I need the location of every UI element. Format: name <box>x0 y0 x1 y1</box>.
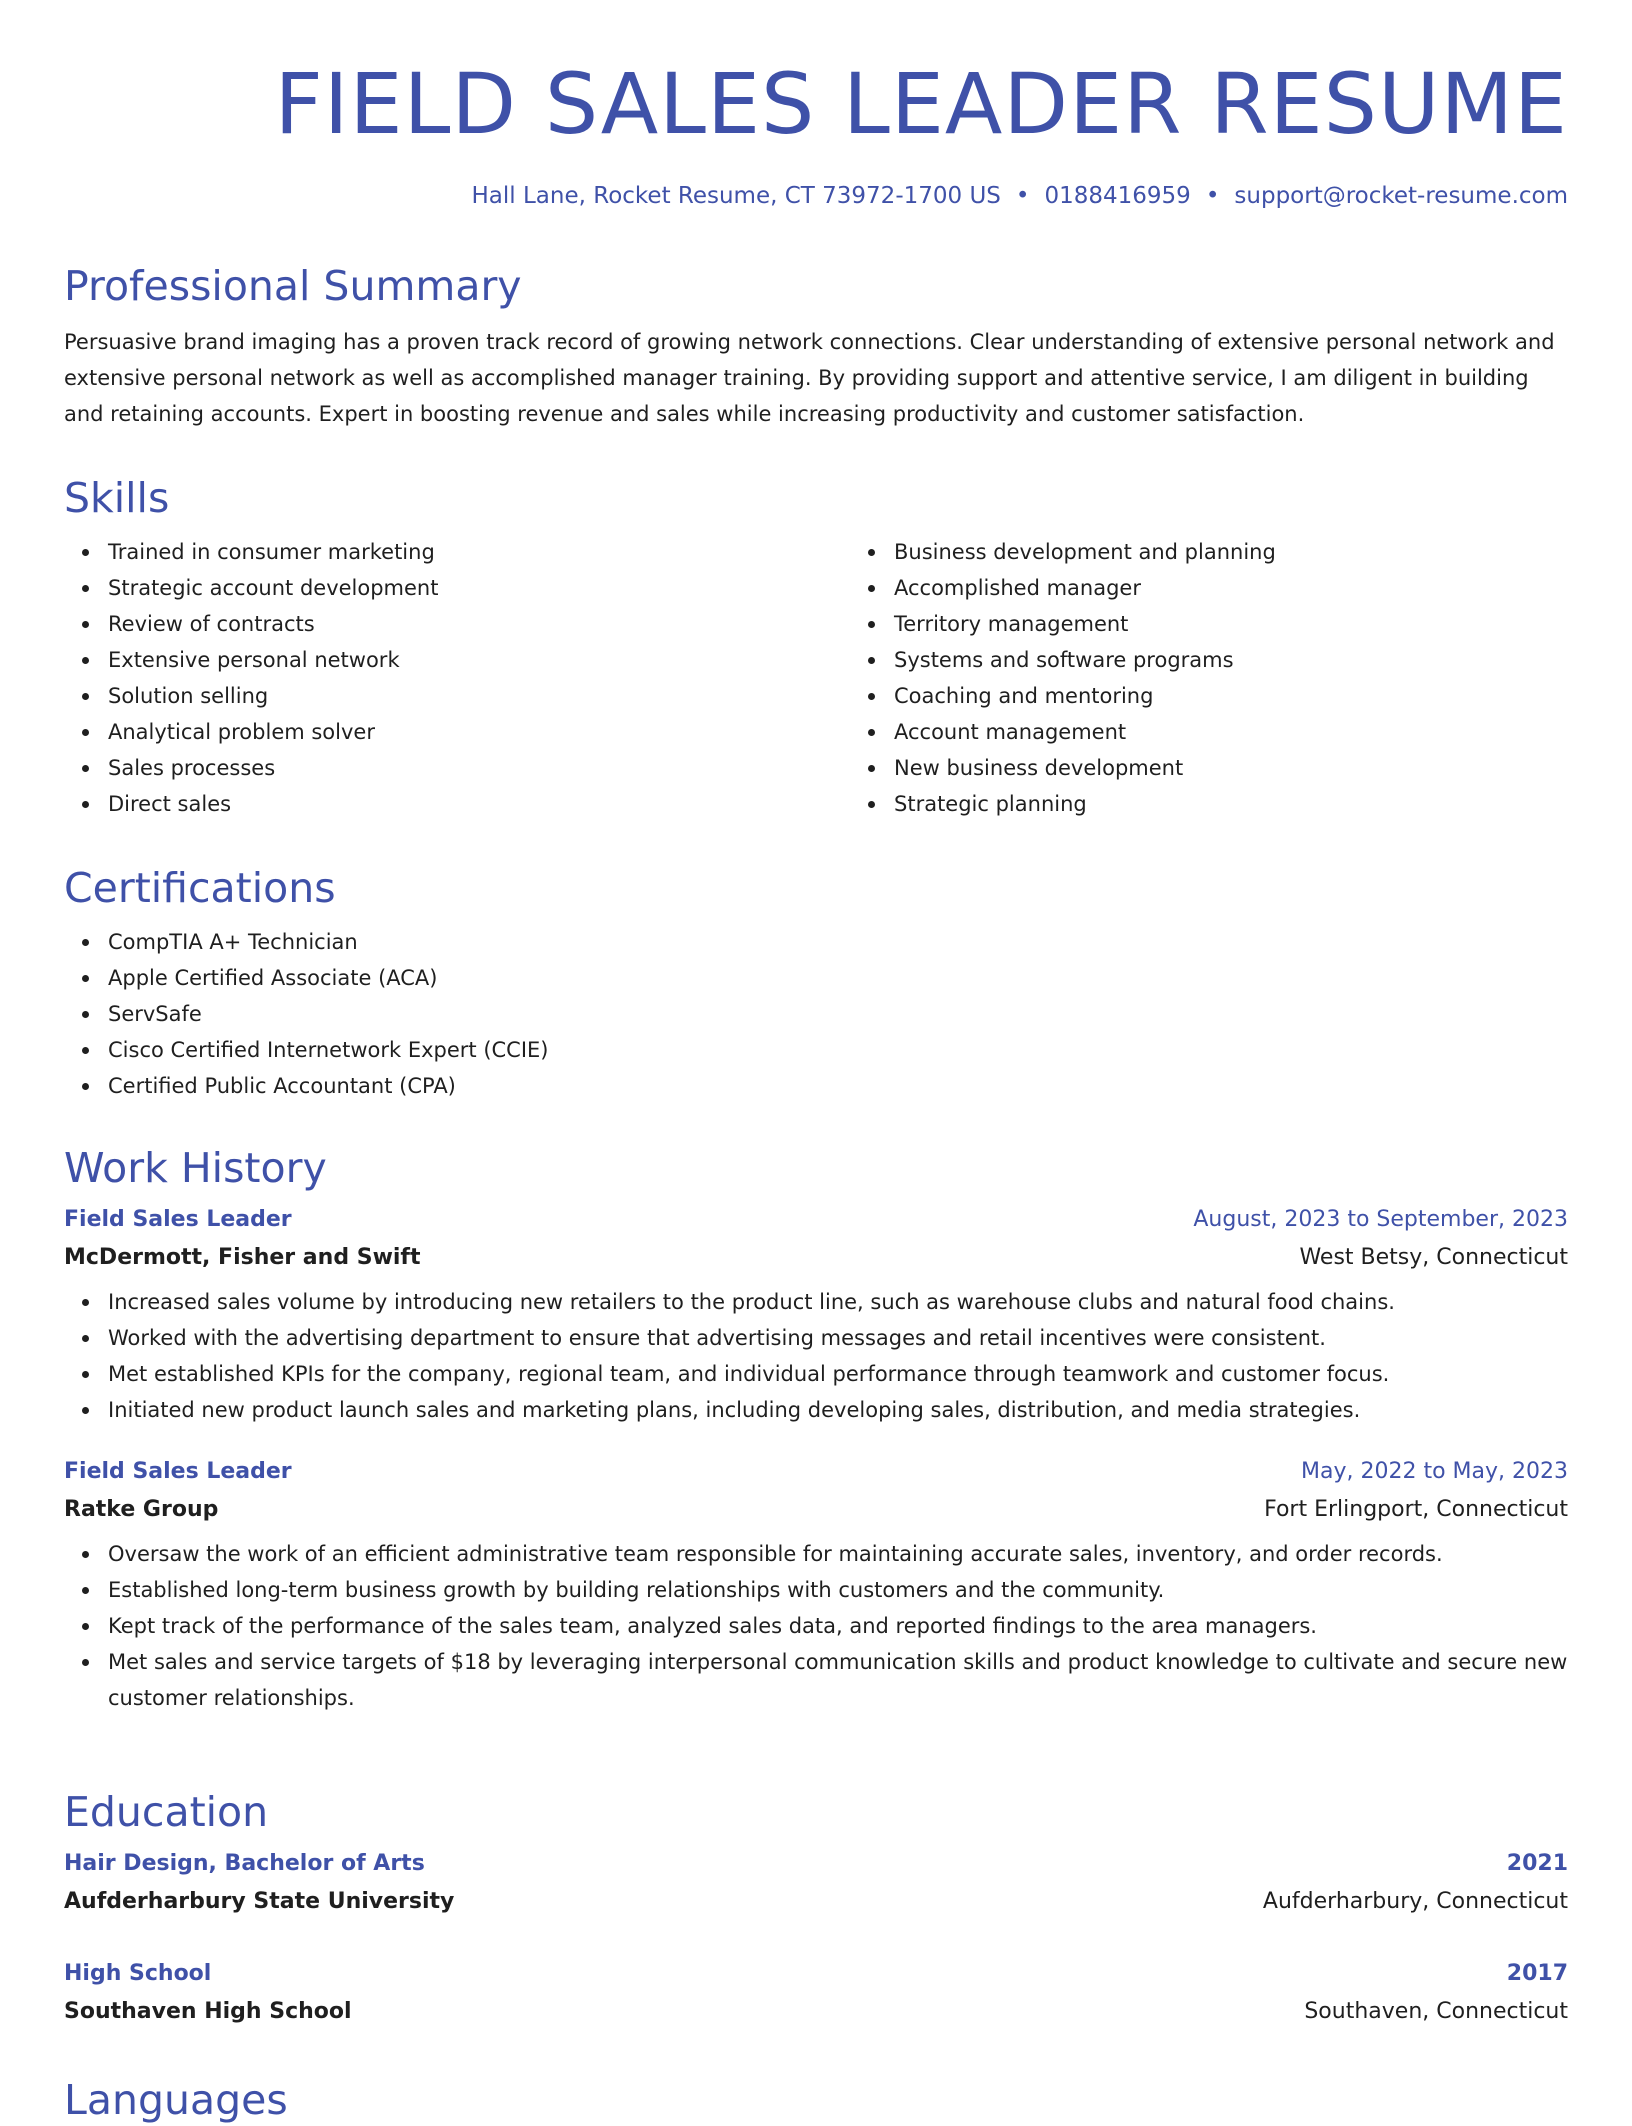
job-company-row <box>64 1490 1568 1530</box>
contact-phone: 0188416959 <box>1044 183 1191 209</box>
job-location: West Betsy, Connecticut <box>1299 1245 1568 1270</box>
skill-item: Review of contracts <box>108 606 850 642</box>
skill-item: Strategic planning <box>894 786 1632 822</box>
job-bullet: Met sales and service targets of $18 by leveraging interpersonal communication skills and product knowledge to cultivate and secure new customer relationships. <box>108 1644 1568 1716</box>
work-history-heading: Work History <box>64 1144 327 1192</box>
job-role: Field Sales Leader <box>64 1207 292 1232</box>
skill-item: Business development and planning <box>894 534 1632 570</box>
languages-section <box>64 2074 1568 2126</box>
certification-item: Apple Certified Associate (ACA) <box>108 960 1568 996</box>
education-degree: Hair Design, Bachelor of Arts <box>64 1851 425 1876</box>
skills-list-right <box>850 534 1632 822</box>
skill-item: Analytical problem solver <box>108 714 850 750</box>
education-year: 2021 <box>1506 1851 1568 1876</box>
job-dates: May, 2022 to May, 2023 <box>1301 1459 1568 1484</box>
education-school: Aufderharbury State University <box>64 1889 455 1914</box>
skills-section <box>64 472 1568 822</box>
skills-list-left <box>64 534 850 822</box>
job-bullet: Initiated new product launch sales and marketing plans, including developing sales, distribution, and media strategies. <box>108 1392 1568 1428</box>
education-degree-row <box>64 1846 1568 1882</box>
education-location: Southaven, Connecticut <box>1304 1999 1568 2024</box>
skills-columns <box>64 524 1568 822</box>
languages-heading: Languages <box>64 2076 288 2124</box>
skills-heading: Skills <box>64 474 170 522</box>
contact-email[interactable]: support@rocket-resume.com <box>1234 183 1568 209</box>
education-school-row <box>64 1882 1568 1922</box>
job-bullet: Kept track of the performance of the sales team, analyzed sales data, and reported findings to the area managers. <box>108 1608 1568 1644</box>
job-role: Field Sales Leader <box>64 1459 292 1484</box>
resume-title: FIELD SALES LEADER RESUME <box>274 55 1568 153</box>
education-degree-row <box>64 1956 1568 1992</box>
education-location: Aufderharbury, Connecticut <box>1262 1889 1568 1914</box>
job-bullets <box>64 1284 1568 1428</box>
certifications-list <box>64 924 1568 1104</box>
work-history-section <box>64 1142 1568 1716</box>
education-entry <box>64 1956 1568 2032</box>
summary-text: Persuasive brand imaging has a proven track record of growing network connections. Clear understanding of extensive personal network and extensive personal network as well as accomplished manager training. By providing support and attentive service, I am diligent in building and retaining accounts. Expert in boosting revenue and sales while increasing productivity and customer satisfaction. <box>64 330 1555 426</box>
job-bullets <box>64 1536 1568 1716</box>
contact-address: Hall Lane, Rocket Resume, CT 73972-1700 US <box>471 183 1001 209</box>
skill-item: Extensive personal network <box>108 642 850 678</box>
education-school-row <box>64 1992 1568 2032</box>
certification-item: Cisco Certified Internetwork Expert (CCIE) <box>108 1032 1568 1068</box>
job-bullet: Oversaw the work of an efficient administrative team responsible for maintaining accurate sales, inventory, and order records. <box>108 1536 1568 1572</box>
job-entry <box>64 1454 1568 1716</box>
education-section <box>64 1786 1568 2032</box>
education-entry <box>64 1846 1568 1922</box>
certifications-heading: Certifications <box>64 864 336 912</box>
job-entry <box>64 1202 1568 1428</box>
certification-item: CompTIA A+ Technician <box>108 924 1568 960</box>
skill-item: Solution selling <box>108 678 850 714</box>
skill-item: Strategic account development <box>108 570 850 606</box>
certification-item: ServSafe <box>108 996 1568 1032</box>
certifications-section <box>64 862 1568 1104</box>
skill-item: Coaching and mentoring <box>894 678 1632 714</box>
job-bullet: Worked with the advertising department to ensure that advertising messages and retail incentives were consistent. <box>108 1320 1568 1356</box>
skill-item: Direct sales <box>108 786 850 822</box>
skill-item: Account management <box>894 714 1632 750</box>
job-role-row <box>64 1202 1568 1238</box>
job-bullet: Increased sales volume by introducing new retailers to the product line, such as warehouse clubs and natural food chains. <box>108 1284 1568 1320</box>
job-bullet: Established long-term business growth by building relationships with customers and the community. <box>108 1572 1568 1608</box>
skill-item: Trained in consumer marketing <box>108 534 850 570</box>
job-bullet: Met established KPIs for the company, regional team, and individual performance through teamwork and customer focus. <box>108 1356 1568 1392</box>
certification-item: Certified Public Accountant (CPA) <box>108 1068 1568 1104</box>
education-year: 2017 <box>1506 1961 1568 1986</box>
education-school: Southaven High School <box>64 1999 352 2024</box>
job-company-row <box>64 1238 1568 1278</box>
skill-item: Accomplished manager <box>894 570 1632 606</box>
skill-item: Systems and software programs <box>894 642 1632 678</box>
education-heading: Education <box>64 1788 269 1836</box>
job-location: Fort Erlingport, Connecticut <box>1264 1497 1568 1522</box>
job-role-row <box>64 1454 1568 1490</box>
job-dates: August, 2023 to September, 2023 <box>1193 1207 1568 1232</box>
skill-item: Territory management <box>894 606 1632 642</box>
skill-item: New business development <box>894 750 1632 786</box>
skill-item: Sales processes <box>108 750 850 786</box>
summary-section <box>64 260 1568 432</box>
job-company: Ratke Group <box>64 1497 219 1522</box>
job-company: McDermott, Fisher and Swift <box>64 1245 421 1270</box>
contact-line <box>472 180 1568 212</box>
education-degree: High School <box>64 1961 212 1986</box>
contact-separator: • <box>1205 183 1220 209</box>
contact-separator: • <box>1015 183 1030 209</box>
summary-heading: Professional Summary <box>64 262 522 310</box>
